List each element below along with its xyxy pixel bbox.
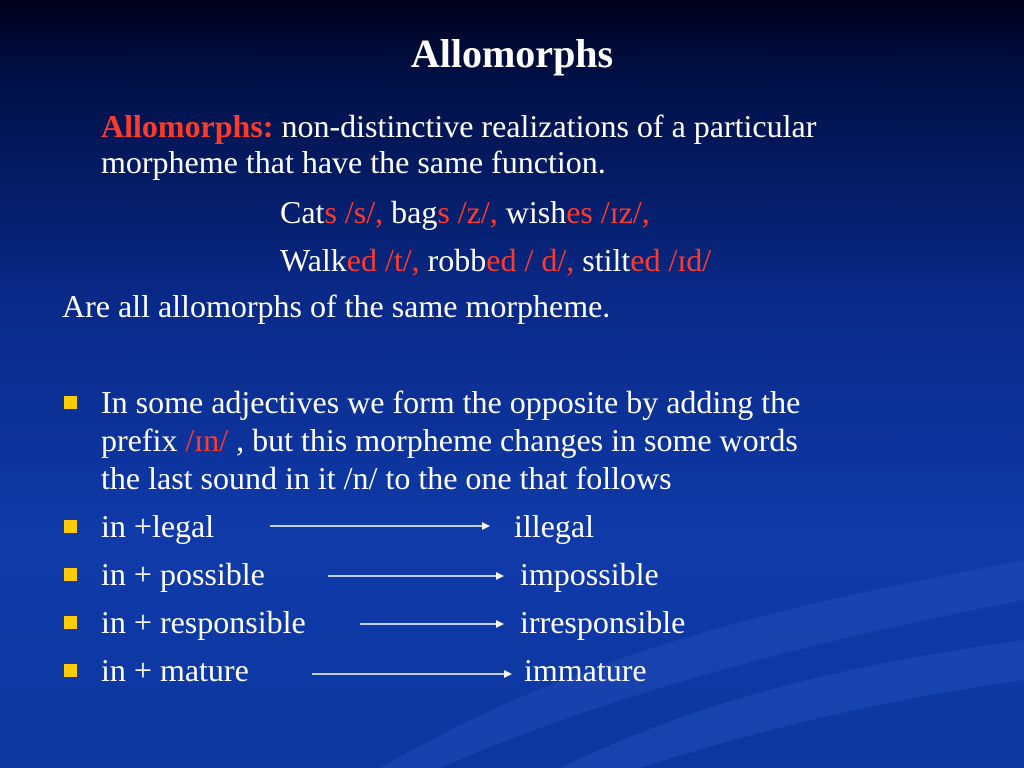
example-word: wish <box>497 194 567 230</box>
example-suffix: s /s/, <box>324 194 384 230</box>
example-word: stilt <box>574 242 631 278</box>
example-suffix: ed /t/, <box>346 242 420 278</box>
bullet-1-line-3: the last sound in it /n/ to the one that follows <box>101 460 672 496</box>
bullet-icon <box>64 568 77 581</box>
examples-line-2 <box>280 242 711 278</box>
bullet-1-line-2 <box>101 422 798 458</box>
example-suffix: ed /ɪd/ <box>630 242 712 278</box>
arrow-icon <box>360 618 504 630</box>
example-suffix: s /z/, <box>437 194 498 230</box>
definition-line-1 <box>101 108 816 144</box>
rule-input: in + mature <box>101 652 249 688</box>
rule-input: in + possible <box>101 556 265 592</box>
bullet-icon <box>64 664 77 677</box>
conclusion-text: Are all allomorphs of the same morpheme. <box>62 288 611 324</box>
prefix-morpheme: /ɪn/ <box>185 422 229 458</box>
example-suffix: es /ɪz/, <box>566 194 650 230</box>
example-word: Cat <box>280 194 325 230</box>
slide-title: Allomorphs <box>410 31 614 76</box>
definition-line-2: morpheme that have the same function. <box>101 144 606 180</box>
example-word: robb <box>419 242 487 278</box>
prefix-label: prefix <box>101 422 186 458</box>
definition-term: Allomorphs: <box>101 108 274 144</box>
rule-output: immature <box>524 652 647 688</box>
rule-output: impossible <box>520 556 659 592</box>
rule-output: illegal <box>514 508 594 544</box>
rule-input: in +legal <box>101 508 215 544</box>
example-word: Walk <box>280 242 347 278</box>
example-suffix: ed / d/, <box>486 242 575 278</box>
definition-text-1: non-distinctive realizations of a particular <box>273 108 817 144</box>
bullet-icon <box>64 396 77 409</box>
example-word: bag <box>383 194 438 230</box>
rule-output: irresponsible <box>520 604 686 640</box>
bullet-1-line-1: In some adjectives we form the opposite by adding the <box>101 384 801 420</box>
bullet-icon <box>64 520 77 533</box>
bullet-icon <box>64 616 77 629</box>
arrow-icon <box>312 668 512 680</box>
arrow-icon <box>270 520 490 532</box>
examples-line-1 <box>280 194 650 230</box>
arrow-icon <box>328 570 504 582</box>
rule-input: in + responsible <box>101 604 306 640</box>
bullet-1-line-2-rest: , but this morpheme changes in some words <box>228 422 798 458</box>
